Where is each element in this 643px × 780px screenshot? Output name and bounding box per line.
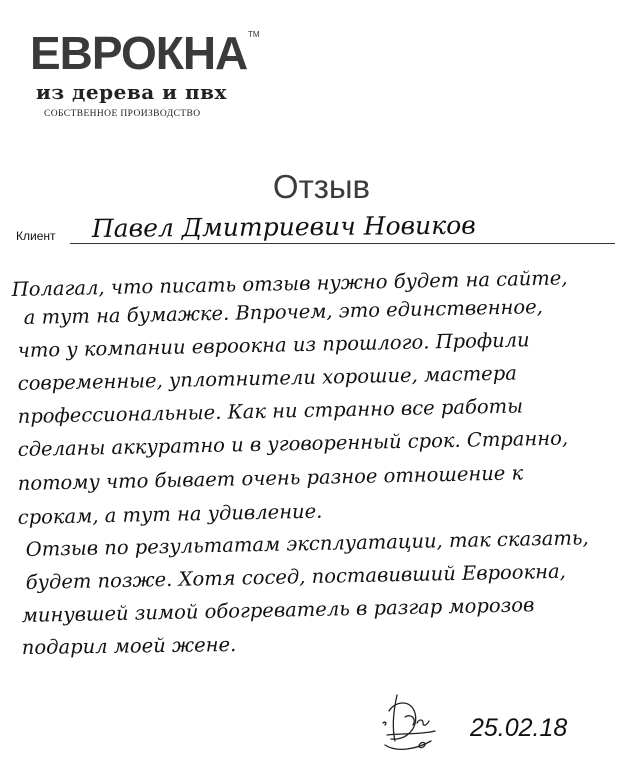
page-title: Отзыв: [272, 168, 371, 205]
review-line: Полагал, что писать отзыв нужно будет на сайте,: [11, 266, 568, 301]
review-line: профессиональные. Как ни странно все работы: [17, 394, 524, 428]
review-line: срокам, а тут на удивление.: [17, 499, 323, 529]
review-line: Отзыв по результатам эксплуатации, так сказать,: [25, 526, 589, 561]
review-line: сделаны аккуратно и в уговоренный срок. Странно,: [17, 426, 569, 461]
review-line: а тут на бумажке. Впрочем, это единственное,: [23, 295, 544, 329]
review-line: будет позже. Хотя сосед, поставивший Евроокна,: [25, 559, 567, 594]
signature-image: [375, 683, 445, 753]
logo-tagline: из дерева и пвх: [36, 80, 227, 104]
review-line: минувшей зимой обогреватель в разгар морозов: [21, 593, 535, 627]
client-name: Павел Дмитриевич Новиков: [91, 210, 476, 243]
review-line: современные, уплотнители хорошие, мастера: [17, 361, 518, 395]
client-label: Клиент: [16, 229, 56, 243]
review-date: 25.02.18: [470, 714, 568, 742]
review-line: потому что бывает очень разное отношение к: [17, 461, 524, 495]
logo-brand: ЕВРОКНА: [30, 27, 248, 79]
review-line: что у компании евроокна из прошлого. Профили: [17, 328, 530, 362]
logo-subtagline: СОБСТВЕННОЕ ПРОИЗВОДСТВО: [44, 109, 201, 119]
review-line: подарил моей жене.: [21, 633, 237, 659]
trademark-mark: TM: [248, 30, 260, 39]
